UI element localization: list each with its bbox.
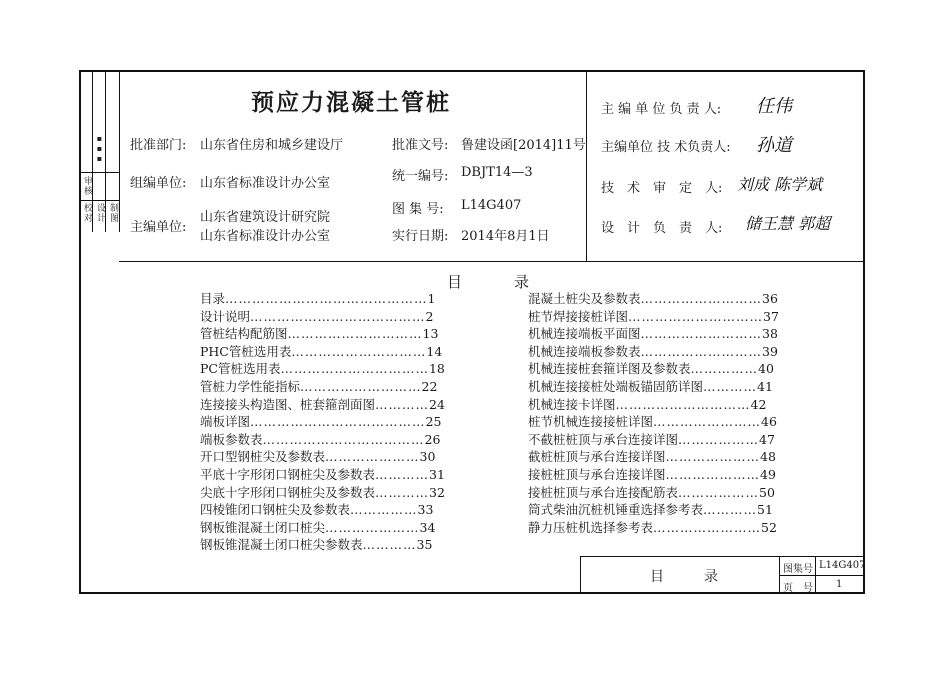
editor-value-2: 山东省标准设计办公室 <box>200 229 331 244</box>
toc-leader-dots: ………………… <box>325 449 420 465</box>
toc-entry-name: 截桩桩顶与承台连接详图 <box>528 449 666 465</box>
toc-entry <box>528 448 780 466</box>
toc-leader-dots: ………………………… <box>291 343 427 359</box>
toc-entry-page: 32 <box>429 484 445 500</box>
toc-entry <box>200 343 445 361</box>
toc-leader-dots: …………… <box>690 361 759 377</box>
footer-rule-row <box>779 575 865 576</box>
footer-page-value: 1 <box>836 579 843 590</box>
header-column-divider <box>586 70 587 261</box>
toc-entry <box>200 308 445 326</box>
toc-entry-page: 30 <box>419 449 436 465</box>
footer-title: 目录 <box>650 569 758 585</box>
responsible-4-label: 设 计 负 责 人: <box>601 221 723 236</box>
footer-page-label: 页 号 <box>783 583 813 594</box>
toc-entry <box>528 501 780 519</box>
toc-entry-name: 钢板锥混凝土闭口桩尖 <box>200 519 326 535</box>
toc-entry-name: 四棱锥闭口钢桩尖及参数表 <box>200 502 351 518</box>
responsible-1-label: 主 编 单 位 负 责 人: <box>601 102 722 117</box>
responsible-3-signature: 刘成 陈学斌 <box>737 175 823 194</box>
toc-entry <box>528 378 780 396</box>
toc-leader-dots: ………………… <box>665 449 761 465</box>
toc-leader-dots: ………………………………… <box>250 414 426 430</box>
toc-entry-name: 桩节焊接接桩详图 <box>528 308 629 324</box>
toc-entry-page: 26 <box>424 431 441 447</box>
toc-heading: 目录 <box>447 273 582 291</box>
toc-entry-name: 尖底十字形闭口钢桩尖及参数表 <box>200 484 376 500</box>
toc-leader-dots: ……………………………… <box>262 431 425 447</box>
toc-entry <box>528 466 780 484</box>
toc-entry-name: 不截桩桩顶与承台连接详图 <box>528 431 679 447</box>
toc-entry-page: 1 <box>427 291 436 306</box>
toc-entry-name: 管桩结构配筋图 <box>200 326 288 342</box>
toc-entry-page: 48 <box>760 449 776 465</box>
atlas-no-value: L14G407 <box>461 198 522 213</box>
toc-entry-page: 47 <box>759 431 775 447</box>
toc-entry <box>200 360 445 378</box>
date-value: 2014年8月1日 <box>461 229 550 244</box>
toc-entry <box>200 519 445 537</box>
toc-entry-page: 25 <box>425 414 442 430</box>
toc-entry-page: 36 <box>762 291 778 306</box>
toc-entry <box>528 343 780 361</box>
toc-leader-dots: ………… <box>703 502 758 518</box>
unified-no-label: 统一编号: <box>392 169 449 184</box>
editor-value-1: 山东省建筑设计研究院 <box>200 210 331 225</box>
toc-entry-name: 机械连接卡详图 <box>528 396 616 412</box>
side-label-check: 校对 <box>82 203 92 223</box>
responsible-2-signature: 孙道 <box>756 135 792 156</box>
toc-entry <box>200 396 445 414</box>
toc-left-column <box>200 290 445 554</box>
date-label: 实行日期: <box>392 229 449 244</box>
toc-entry-name: PHC管桩选用表 <box>200 343 292 359</box>
toc-entry <box>200 378 445 396</box>
toc-leader-dots: ……………………… <box>640 291 763 306</box>
toc-entry-name: 连接接头构造图、桩套箍剖面图 <box>200 396 376 412</box>
toc-leader-dots: …………………… <box>653 519 762 535</box>
toc-leader-dots: ………………………… <box>287 326 423 342</box>
toc-entry-name: 接桩桩顶与承台连接详图 <box>528 466 666 482</box>
toc-leader-dots: ………… <box>375 396 430 412</box>
toc-entry-page: 52 <box>761 519 777 535</box>
org-label: 组编单位: <box>130 176 187 191</box>
toc-entry-name: 平底十字形闭口钢桩尖及参数表 <box>200 466 376 482</box>
toc-entry-page: 22 <box>421 378 438 394</box>
toc-entry <box>528 484 780 502</box>
toc-entry <box>528 325 780 343</box>
toc-entry-name: 目录 <box>200 291 226 306</box>
toc-entry-page: 35 <box>416 537 433 553</box>
header-divider <box>119 261 865 262</box>
toc-leader-dots: …………………………… <box>280 361 429 377</box>
toc-leader-dots: ………………………………… <box>250 308 426 324</box>
responsible-3-label: 技 术 审 定 人: <box>601 181 723 196</box>
unified-no-value: DBJT14—3 <box>461 165 533 180</box>
toc-leader-dots: ……………… <box>678 431 760 447</box>
toc-entry-name: 端板参数表 <box>200 431 263 447</box>
side-stamp: ▪▪▪ <box>95 134 104 164</box>
side-strip-divider <box>105 70 106 232</box>
toc-entry-page: 2 <box>425 308 434 324</box>
toc-entry-page: 14 <box>426 343 443 359</box>
toc-entry <box>200 290 445 308</box>
toc-leader-dots: …………… <box>350 502 418 518</box>
toc-entry-name: 管桩力学性能指标 <box>200 378 301 394</box>
toc-leader-dots: ………… <box>375 484 430 500</box>
toc-entry-name: 机械连接端板参数表 <box>528 343 641 359</box>
toc-entry-page: 33 <box>417 502 434 518</box>
atlas-no-label: 图 集 号: <box>392 202 444 217</box>
footer-atlas-label: 图集号 <box>783 564 813 575</box>
responsible-4-signature: 储王慧 郭超 <box>745 214 831 233</box>
toc-entry-name: 钢板锥混凝土闭口桩尖参数表 <box>200 537 363 553</box>
toc-leader-dots: ………………………… <box>628 308 764 324</box>
toc-entry-name: 桩节机械连接接桩详图 <box>528 414 654 430</box>
toc-entry-page: 46 <box>761 414 777 430</box>
toc-leader-dots: ………………… <box>325 519 420 535</box>
toc-entry-name: 机械连接桩套箍详图及参数表 <box>528 361 691 377</box>
toc-entry <box>528 396 780 414</box>
toc-entry-page: 51 <box>757 502 773 518</box>
page-title: 预应力混凝土管桩 <box>251 90 451 116</box>
footer-rule-top <box>580 556 865 557</box>
editor-label: 主编单位: <box>130 220 187 235</box>
toc-entry-page: 50 <box>759 484 775 500</box>
doc-no-label: 批准文号: <box>392 138 449 153</box>
toc-entry-page: 31 <box>429 466 445 482</box>
toc-entry <box>528 290 780 308</box>
toc-entry <box>200 325 445 343</box>
footer-atlas-value: L14G407 <box>819 560 866 571</box>
side-strip-border <box>119 70 120 232</box>
toc-entry-name: 机械连接接桩处端板锚固筋详图 <box>528 378 704 394</box>
toc-entry-name: 静力压桩机选择参考表 <box>528 519 654 535</box>
dept-value: 山东省住房和城乡建设厅 <box>200 138 344 153</box>
toc-entry <box>200 536 445 554</box>
toc-entry <box>528 360 780 378</box>
dept-label: 批准部门: <box>130 138 187 153</box>
side-label-review: 审核 <box>82 176 92 196</box>
toc-entry-name: 混凝土桩尖及参数表 <box>528 291 641 306</box>
side-label-draw: 制图 <box>108 203 118 223</box>
toc-leader-dots: ………… <box>375 466 430 482</box>
toc-entry <box>528 431 780 449</box>
toc-entry <box>200 413 445 431</box>
toc-leader-dots: ………………… <box>665 466 761 482</box>
toc-leader-dots: ……………………… <box>640 326 763 342</box>
toc-entry-name: PC管桩选用表 <box>200 361 281 377</box>
responsible-1-signature: 任伟 <box>756 96 792 117</box>
toc-entry <box>200 448 445 466</box>
toc-entry-page: 38 <box>762 326 778 342</box>
side-label-design: 设计 <box>95 203 105 223</box>
side-strip-divider <box>92 70 93 232</box>
toc-entry-page: 18 <box>428 361 445 377</box>
toc-entry-page: 40 <box>758 361 774 377</box>
toc-entry-page: 34 <box>419 519 436 535</box>
toc-entry <box>528 519 780 537</box>
toc-leader-dots: …………………… <box>653 414 762 430</box>
toc-leader-dots: ……………………… <box>640 343 763 359</box>
side-strip-rule <box>79 200 119 201</box>
toc-leader-dots: ………………………… <box>615 396 751 412</box>
toc-leader-dots: ………… <box>362 537 417 553</box>
doc-no-value: 鲁建设函[2014]11号 <box>461 138 586 153</box>
org-value: 山东省标准设计办公室 <box>200 176 331 191</box>
toc-entry <box>200 431 445 449</box>
toc-entry-page: 42 <box>750 396 767 412</box>
toc-entry <box>200 466 445 484</box>
toc-entry <box>200 501 445 519</box>
side-strip-rule <box>79 172 119 173</box>
toc-entry <box>528 413 780 431</box>
toc-entry <box>200 484 445 502</box>
toc-entry-page: 41 <box>757 378 773 394</box>
toc-entry-name: 机械连接端板平面图 <box>528 326 641 342</box>
footer-rule-left <box>580 556 581 594</box>
toc-entry-name: 端板详图 <box>200 414 251 430</box>
toc-entry <box>528 308 780 326</box>
toc-entry-page: 39 <box>762 343 778 359</box>
toc-leader-dots: ………… <box>703 378 758 394</box>
toc-entry-name: 筒式柴油沉桩机锤重选择参考表 <box>528 502 704 518</box>
responsible-2-label: 主编单位 技 术负责人: <box>601 140 731 155</box>
toc-right-column <box>528 290 780 536</box>
toc-entry-name: 开口型钢桩尖及参数表 <box>200 449 326 465</box>
toc-leader-dots: ……………… <box>678 484 760 500</box>
toc-leader-dots: ……………………… <box>300 378 422 394</box>
toc-leader-dots: ……………………………………… <box>225 291 428 306</box>
toc-entry-page: 37 <box>763 308 779 324</box>
toc-entry-name: 接桩桩顶与承台连接配筋表 <box>528 484 679 500</box>
toc-entry-page: 49 <box>760 466 776 482</box>
toc-entry-page: 24 <box>429 396 445 412</box>
toc-entry-name: 设计说明 <box>200 308 251 324</box>
toc-entry-page: 13 <box>422 326 439 342</box>
